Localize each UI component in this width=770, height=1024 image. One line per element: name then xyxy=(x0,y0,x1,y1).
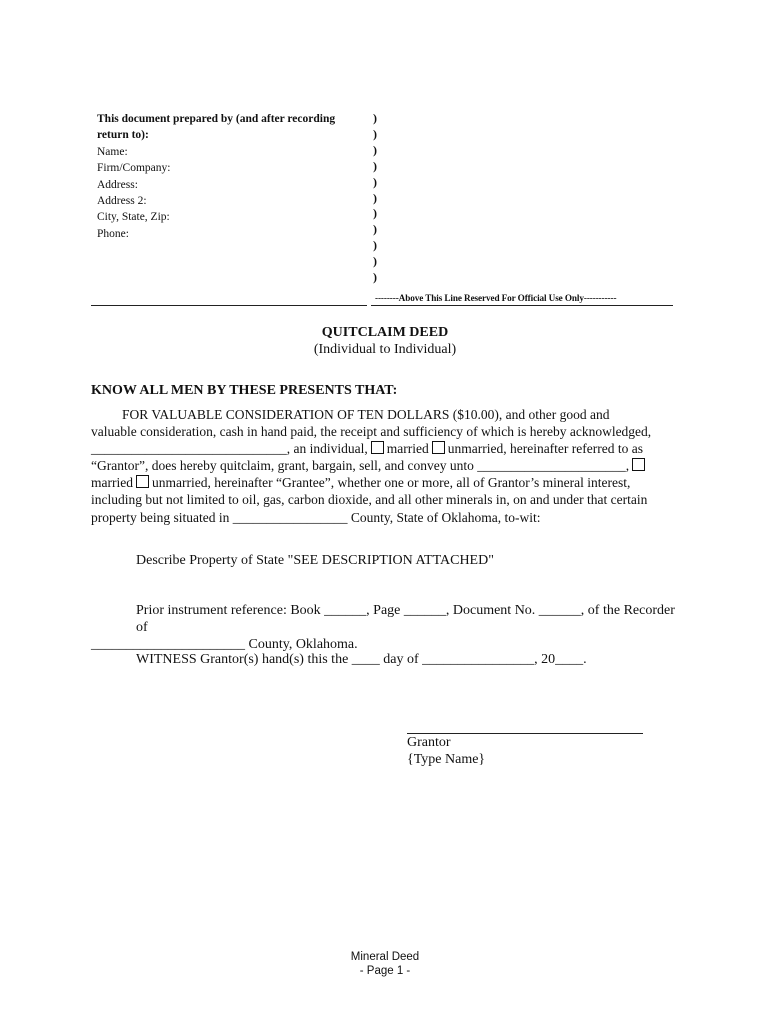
type-name-placeholder: {Type Name} xyxy=(407,752,486,767)
paren: ) xyxy=(373,222,377,237)
witness-clause: WITNESS Grantor(s) hand(s) this the ____ day of ________________, 20____. xyxy=(136,652,587,667)
para-line: property being situated in _________________ County, State of Oklahoma, to-wit: xyxy=(91,509,541,525)
paren: ) xyxy=(373,142,377,157)
unmarried-label: unmarried, hereinafter referred to as xyxy=(447,441,643,457)
footer-doc-name: Mineral Deed xyxy=(350,951,420,963)
paren: ) xyxy=(373,254,377,269)
paren: ) xyxy=(373,238,377,253)
property-description: Describe Property of State "SEE DESCRIPTION ATTACHED" xyxy=(136,553,494,568)
paren: ) xyxy=(373,126,377,141)
paren-column xyxy=(373,111,377,286)
divider-line-right xyxy=(371,305,673,306)
grantee-unmarried-checkbox[interactable] xyxy=(136,475,149,488)
grantee-married-checkbox[interactable] xyxy=(632,458,645,471)
paren: ) xyxy=(373,206,377,221)
grantor-married-checkbox[interactable] xyxy=(371,441,384,454)
signature-block xyxy=(407,734,485,768)
divider-line-left xyxy=(91,305,367,306)
field-phone: Phone: xyxy=(97,227,129,240)
grantor-unmarried-checkbox[interactable] xyxy=(432,441,445,454)
conveyance-paragraph xyxy=(91,406,679,526)
know-all-men-heading: KNOW ALL MEN BY THESE PRESENTS THAT: xyxy=(91,383,398,398)
grantor-name-blank: _____________________________, an individual, xyxy=(91,441,368,457)
paren: ) xyxy=(373,270,377,285)
prior-line-1: Prior instrument reference: Book ______, Page ______, Document No. ______, of the Recorder of xyxy=(136,603,675,635)
para-line-grantor xyxy=(91,440,679,457)
unmarried-text: unmarried, hereinafter “Grantee”, whether one or more, all of Grantor’s mineral interest, xyxy=(151,475,631,491)
field-address-2: Address 2: xyxy=(97,195,147,208)
paren: ) xyxy=(373,158,377,173)
field-address: Address: xyxy=(97,178,138,191)
deed-subtitle: (Individual to Individual) xyxy=(313,342,457,357)
field-city-state-zip: City, State, Zip: xyxy=(97,211,170,224)
para-line: valuable consideration, cash in hand paid, the receipt and sufficiency of which is hereby acknowledged, xyxy=(91,424,652,440)
paren: ) xyxy=(373,111,377,125)
page-number: - Page 1 - xyxy=(359,965,411,977)
official-use-notice: --------Above This Line Reserved For Official Use Only----------- xyxy=(375,293,617,303)
grantor-label: Grantor xyxy=(407,735,451,750)
paren: ) xyxy=(373,174,377,189)
prior-line-2: ______________________ County, Oklahoma. xyxy=(91,637,358,652)
paren: ) xyxy=(373,190,377,205)
para-line: including but not limited to oil, gas, carbon dioxide, and all other minerals in, on and under that certain xyxy=(91,492,648,508)
prior-instrument-reference xyxy=(91,602,681,653)
married-label: married xyxy=(386,441,429,457)
married-label: married xyxy=(91,475,133,491)
preparer-block xyxy=(97,111,377,242)
field-firm: Firm/Company: xyxy=(97,162,171,175)
field-name: Name: xyxy=(97,145,128,158)
para-line-grantee xyxy=(91,457,679,474)
prepared-by-line-1: This document prepared by (and after recording xyxy=(97,113,336,125)
prepared-by-line-2: return to): xyxy=(97,129,149,142)
deed-title: QUITCLAIM DEED xyxy=(321,325,449,340)
para-line: FOR VALUABLE CONSIDERATION OF TEN DOLLARS ($10.00), and other good and xyxy=(122,407,610,422)
para-line xyxy=(91,474,679,491)
grantee-text: “Grantor”, does hereby quitclaim, grant, bargain, sell, and convey unto ______________________, xyxy=(91,458,630,474)
page-footer xyxy=(0,950,770,978)
